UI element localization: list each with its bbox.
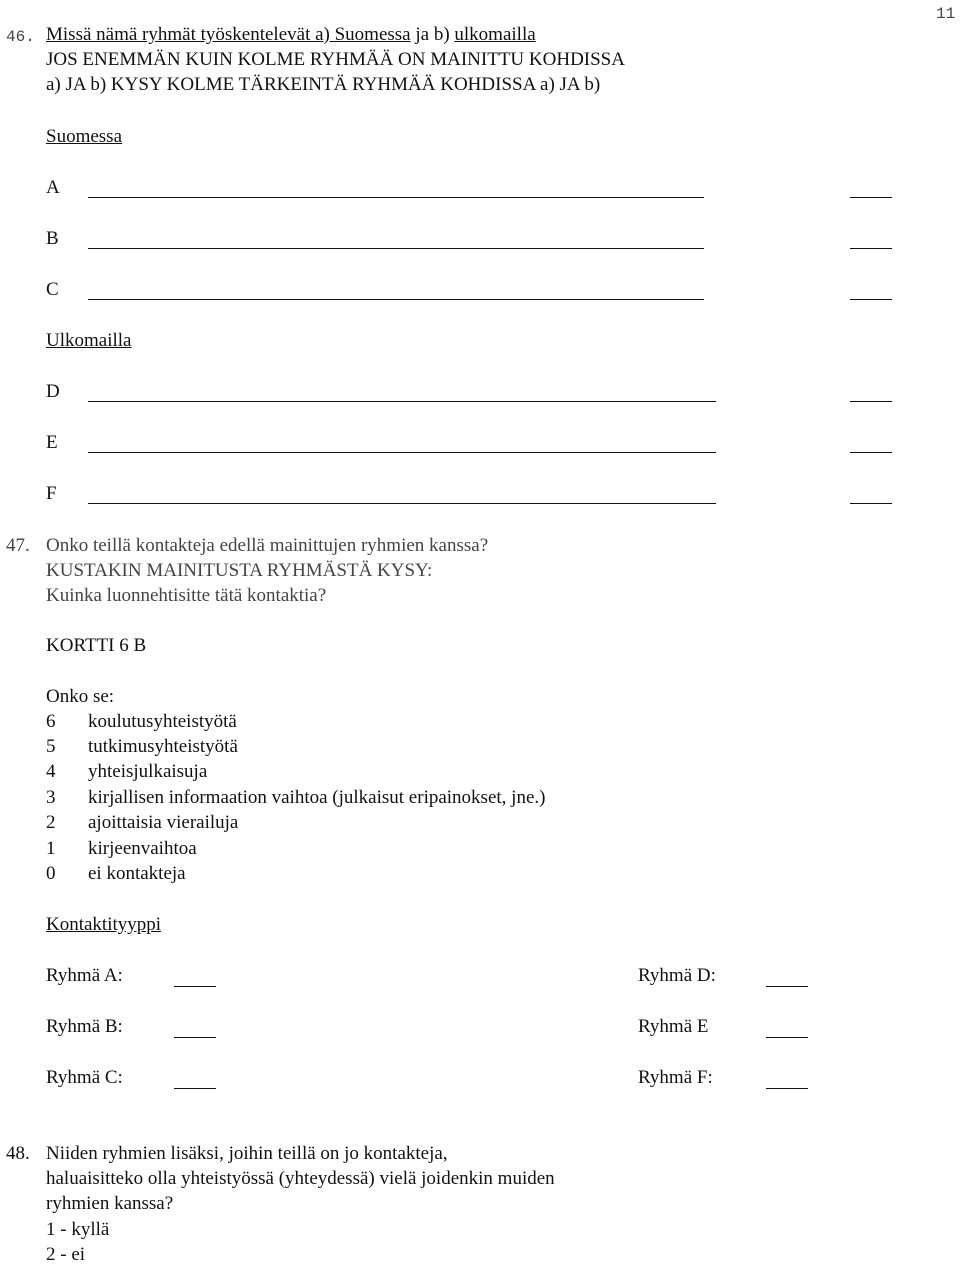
option-label: koulutusyhteistyötä <box>88 711 237 732</box>
q48-line-2: haluaisitteko olla yhteistyössä (yhteydessä) vielä joidenkin muiden <box>46 1168 555 1189</box>
contact-type-heading: Kontaktityyppi <box>46 914 162 935</box>
q46-title <box>46 24 536 46</box>
option-code: 5 <box>46 736 56 757</box>
q47-number: 47. <box>6 535 30 556</box>
row-label-c: C <box>46 279 59 300</box>
code-line-a[interactable] <box>850 197 892 198</box>
answer-line-f[interactable] <box>88 503 716 504</box>
q48-line-3: ryhmien kanssa? <box>46 1193 174 1214</box>
option-label: kirjallisen informaation vaihtoa (julkaisut eripainokset, jne.) <box>88 787 546 808</box>
answer-line-b[interactable] <box>88 248 704 249</box>
group-b-line[interactable] <box>174 1037 216 1038</box>
answer-line-c[interactable] <box>88 299 704 300</box>
group-b-label: Ryhmä B: <box>46 1016 123 1037</box>
code-line-c[interactable] <box>850 299 892 300</box>
option-label: ei kontakteja <box>88 863 186 884</box>
q46-title-ulkomailla: ulkomailla <box>454 24 536 45</box>
q46-title-suomessa: Suomessa <box>334 24 411 45</box>
row-label-d: D <box>46 381 60 402</box>
code-line-e[interactable] <box>850 452 892 453</box>
q46-title-part1: Missä nämä ryhmät työskentelevät a) <box>46 24 335 45</box>
group-c-line[interactable] <box>174 1088 216 1089</box>
q48-answer-no: 2 - ei <box>46 1244 86 1265</box>
q48-answer-yes: 1 - kyllä <box>46 1219 110 1240</box>
option-code: 1 <box>46 838 56 859</box>
code-line-f[interactable] <box>850 503 892 504</box>
group-f-line[interactable] <box>766 1088 808 1089</box>
q46-number: 46. <box>6 28 35 46</box>
options-intro: Onko se: <box>46 686 115 707</box>
answer-line-a[interactable] <box>88 197 704 198</box>
card-label: KORTTI 6 B <box>46 635 147 656</box>
row-label-b: B <box>46 228 59 249</box>
q46-instruction-2: a) JA b) KYSY KOLME TÄRKEINTÄ RYHMÄÄ KOHDISSA a) JA b) <box>46 74 601 95</box>
q48-number: 48. <box>6 1143 30 1164</box>
option-code: 4 <box>46 761 56 782</box>
answer-line-d[interactable] <box>88 401 716 402</box>
group-e-line[interactable] <box>766 1037 808 1038</box>
group-c-label: Ryhmä C: <box>46 1067 123 1088</box>
q46-title-part2: ja b) <box>410 24 455 45</box>
option-label: ajoittaisia vierailuja <box>88 812 239 833</box>
group-d-label: Ryhmä D: <box>638 965 716 986</box>
row-label-a: A <box>46 177 60 198</box>
q47-line-2: KUSTAKIN MAINITUSTA RYHMÄSTÄ KYSY: <box>46 560 433 581</box>
option-code: 6 <box>46 711 56 732</box>
q47-line-1: Onko teillä kontakteja edellä mainittujen ryhmien kanssa? <box>46 535 489 556</box>
option-code: 3 <box>46 787 56 808</box>
option-label: kirjeenvaihtoa <box>88 838 197 859</box>
group-a-label: Ryhmä A: <box>46 965 123 986</box>
code-line-d[interactable] <box>850 401 892 402</box>
option-code: 0 <box>46 863 56 884</box>
section-suomessa: Suomessa <box>46 126 122 147</box>
option-code: 2 <box>46 812 56 833</box>
option-label: tutkimusyhteistyötä <box>88 736 238 757</box>
row-label-f: F <box>46 483 57 504</box>
section-ulkomailla: Ulkomailla <box>46 330 132 351</box>
q48-line-1: Niiden ryhmien lisäksi, joihin teillä on jo kontakteja, <box>46 1143 448 1164</box>
option-label: yhteisjulkaisuja <box>88 761 208 782</box>
group-f-label: Ryhmä F: <box>638 1067 713 1088</box>
page-number: 11 <box>936 5 956 23</box>
q46-instruction-1: JOS ENEMMÄN KUIN KOLME RYHMÄÄ ON MAINITTU KOHDISSA <box>46 49 625 70</box>
answer-line-e[interactable] <box>88 452 716 453</box>
group-d-line[interactable] <box>766 986 808 987</box>
code-line-b[interactable] <box>850 248 892 249</box>
row-label-e: E <box>46 432 58 453</box>
group-e-label: Ryhmä E <box>638 1016 709 1037</box>
group-a-line[interactable] <box>174 986 216 987</box>
q47-line-3: Kuinka luonnehtisitte tätä kontaktia? <box>46 585 327 606</box>
